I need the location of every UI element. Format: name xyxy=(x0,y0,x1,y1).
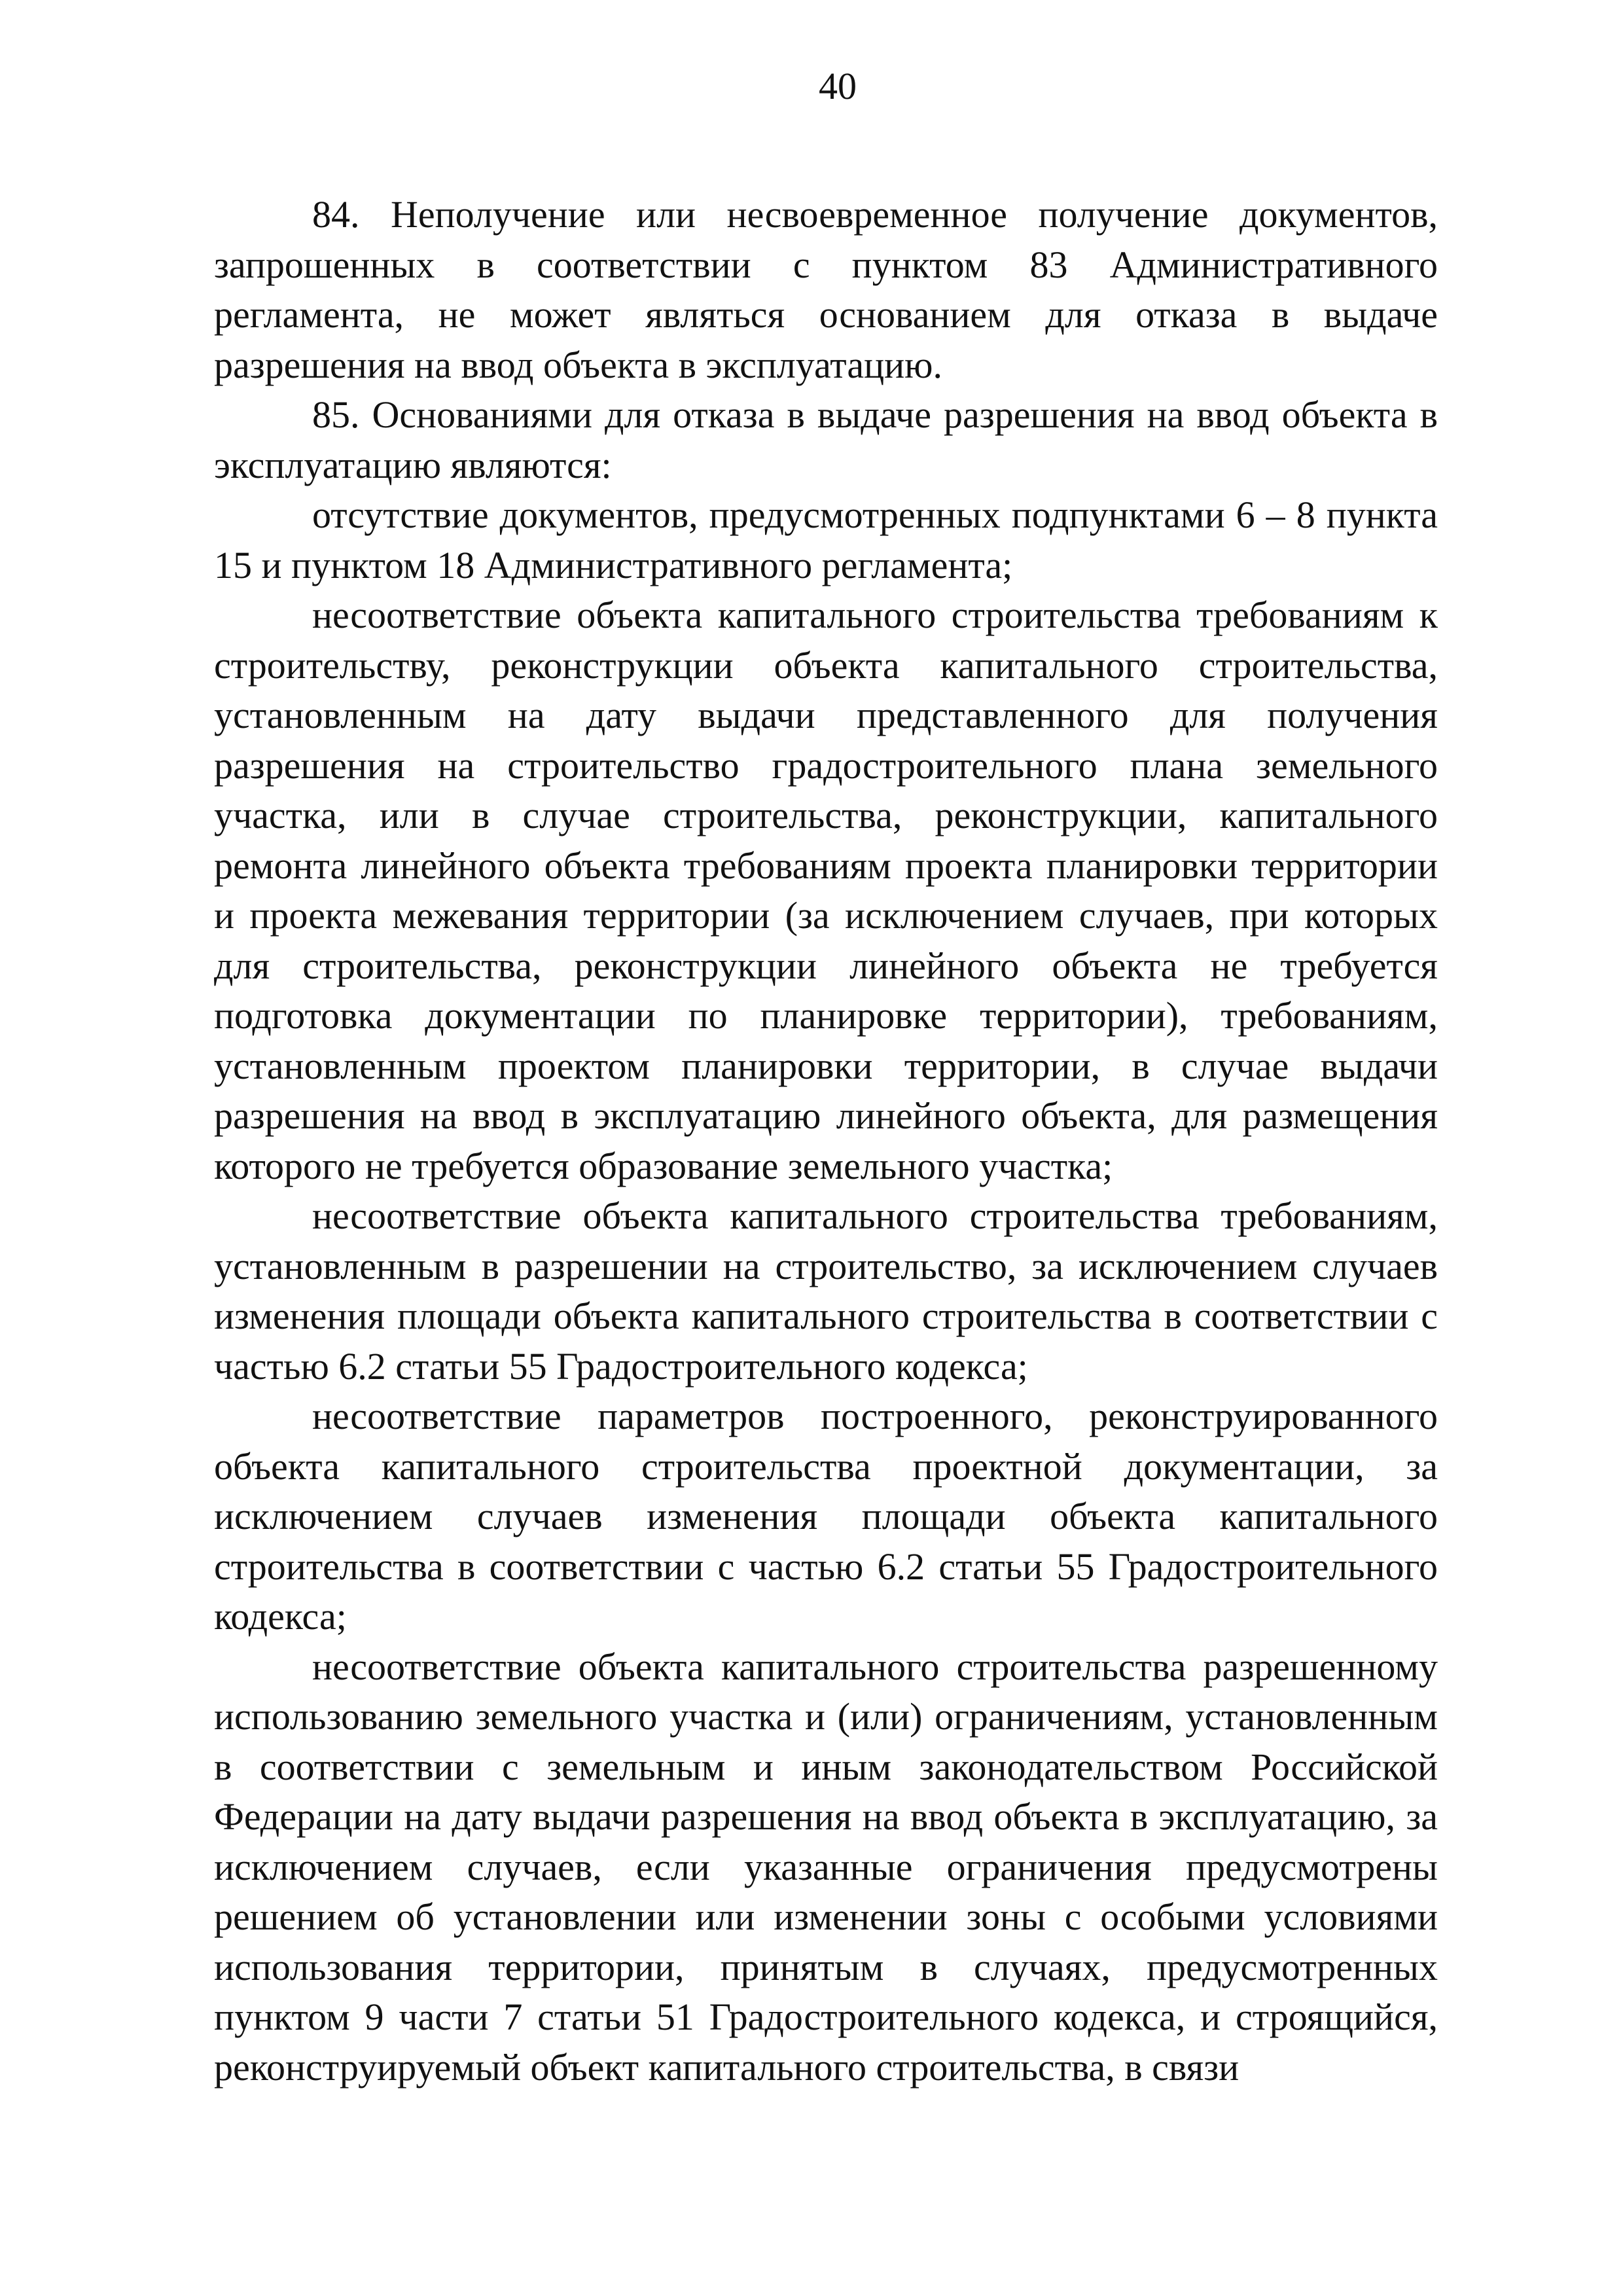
paragraph-ground-permit-mismatch: несоответствие объекта капитального строительства требованиям, установленным в разрешении на строительство, за исключением случаев изменения площади объекта капитального строительства в соответствии с частью 6.2 статьи 55 Градостроительного кодекса; xyxy=(214,1194,1438,1388)
paragraph-85: 85. Основаниями для отказа в выдаче разрешения на ввод объекта в эксплуатацию являются: xyxy=(214,393,1438,486)
paragraph-ground-land-use-mismatch: несоответствие объекта капитального строительства разрешенному использованию земельного участка и (или) ограничениям, установленным в соответствии с земельным и иным законодательством Российской Федерации на дату выдачи разрешения на ввод объекта в эксплуатацию, за исключением случаев, если указанные ограничения предусмотрены решением об установлении или изменении зоны с особыми условиями использования территории, принятым в случаях, предусмотренных пунктом 9 части 7 статьи 51 Градостроительного кодекса, и строящийся, реконструируемый объект капитального строительства, в связи xyxy=(214,1645,1438,2089)
paragraph-ground-gpzu-mismatch: несоответствие объекта капитального строительства требованиям к строительству, реконструкции объекта капитального строительства, установленным на дату выдачи представленного для получения разрешения на строительство градостроительного плана земельного участка, или в случае строительства, реконструкции, капитального ремонта линейного объекта требованиям проекта планировки территории и проекта межевания территории (за исключением случаев, при которых для строительства, реконструкции линейного объекта не требуется подготовка документации по планировке территории), требованиям, установленным проектом планировки территории, в случае выдачи разрешения на ввод в эксплуатацию линейного объекта, для размещения которого не требуется образование земельного участка; xyxy=(214,594,1438,1187)
paragraph-ground-project-mismatch: несоответствие параметров построенного, реконструированного объекта капитального строительства проектной документации, за исключением случаев изменения площади объекта капитального строительства в соответствии с частью 6.2 статьи 55 Градостроительного кодекса; xyxy=(214,1395,1438,1638)
document-body xyxy=(214,190,1438,2092)
paragraph-ground-missing-documents: отсутствие документов, предусмотренных подпунктами 6 – 8 пункта 15 и пунктом 18 Административного регламента; xyxy=(214,493,1438,586)
page-number: 40 xyxy=(819,65,857,107)
paragraph-84: 84. Неполучение или несвоевременное получение документов, запрошенных в соответствии с пунктом 83 Административного регламента, не может являться основанием для отказа в выдаче разрешения на ввод объекта в эксплуатацию. xyxy=(214,193,1438,386)
